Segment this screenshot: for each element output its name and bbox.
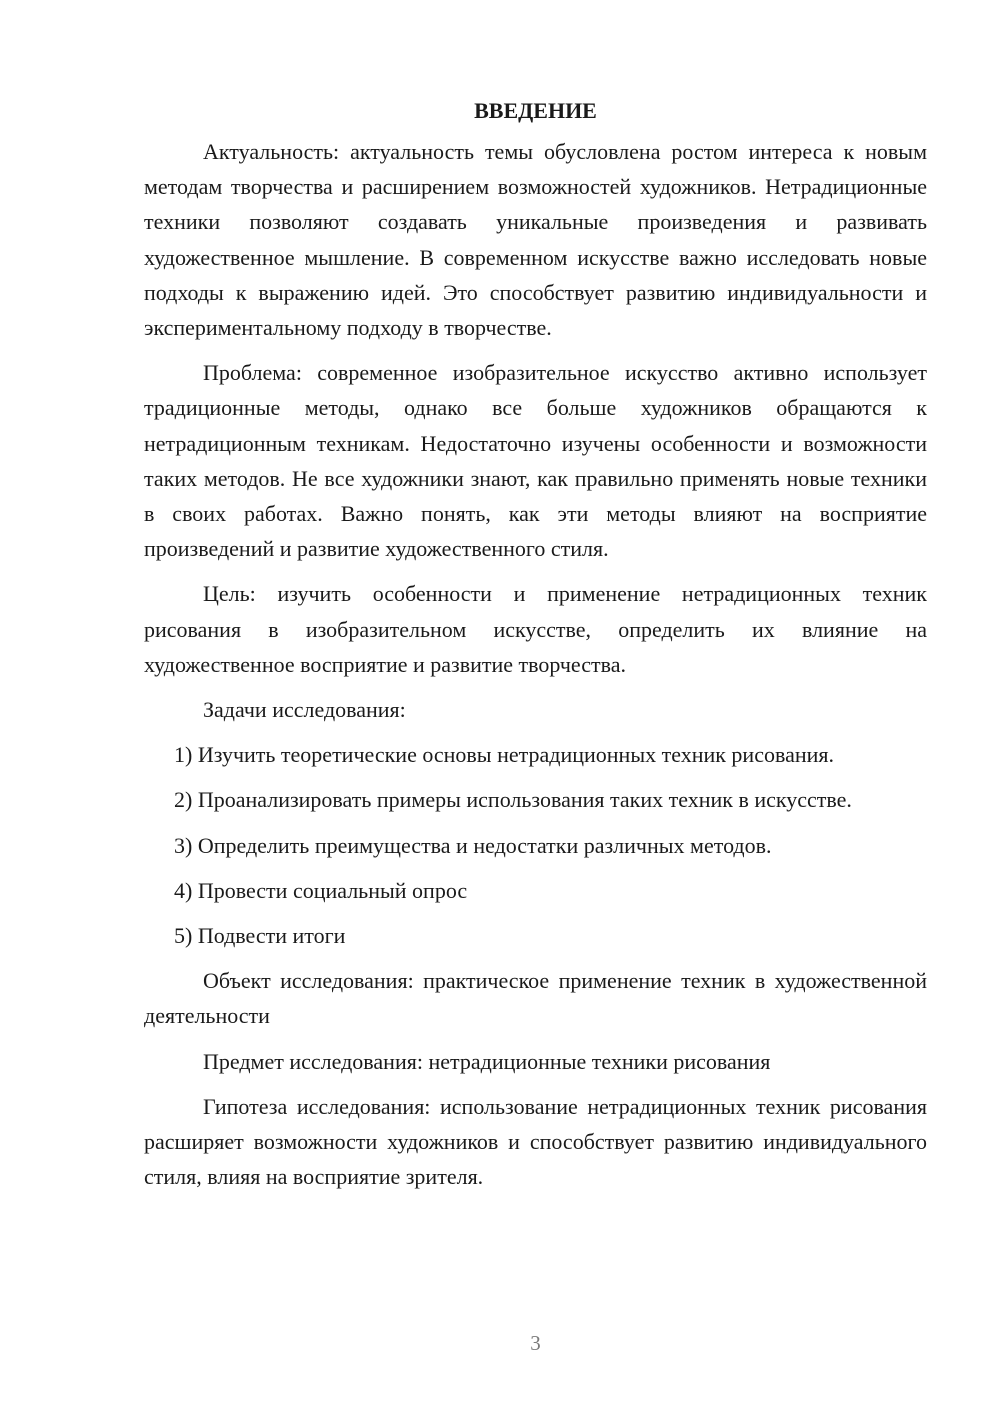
relevance-paragraph: Актуальность: актуальность темы обусловлена ростом интереса к новым методам творчества и расширением возможностей художников. Нетрадиционные техники позволяют создавать уникальные произведения и развивать художественное мышление. В современном искусстве важно исследовать новые подходы к выражению идей. Это способствует развитию индивидуальности и экспериментальному подходу в творчестве. [144, 139, 927, 341]
hypothesis-paragraph: Гипотеза исследования: использование нетрадиционных техник рисования расширяет возможности художников и способствует развитию индивидуального стиля, влияя на восприятие зрителя. [144, 1093, 927, 1190]
task-item-3: 3) Определить преимущества и недостатки различных методов. [174, 832, 772, 858]
page-number: 3 [530, 1331, 541, 1355]
task-item-4: 4) Провести социальный опрос [174, 877, 468, 903]
task-item-2: 2) Проанализировать примеры использования таких техник в искусстве. [174, 787, 852, 813]
task-item-5: 5) Подвести итоги [174, 923, 346, 949]
subject-paragraph: Предмет исследования: нетрадиционные техники рисования [203, 1048, 771, 1074]
task-item-1: 1) Изучить теоретические основы нетрадиционных техник рисования. [174, 742, 834, 768]
goal-paragraph: Цель: изучить особенности и применение нетрадиционных техник рисования в изобразительном искусстве, определить их влияние на художественное восприятие и развитие творчества. [144, 581, 927, 677]
problem-paragraph: Проблема: современное изобразительное искусство активно использует традиционные методы, однако все больше художников обращаются к нетрадиционным техникам. Недостаточно изучены особенности и возможности таких методов. Не все художники знают, как правильно применять новые техники в своих работах. Важно понять, как эти методы влияют на восприятие произведений и развитие художественного стиля. [144, 360, 927, 562]
document-body [144, 93, 927, 1204]
section-heading: ВВЕДЕНИЕ [474, 98, 597, 123]
object-paragraph: Объект исследования: практическое применение техник в художественной деятельности [144, 968, 927, 1029]
tasks-title: Задачи исследования: [203, 697, 406, 723]
